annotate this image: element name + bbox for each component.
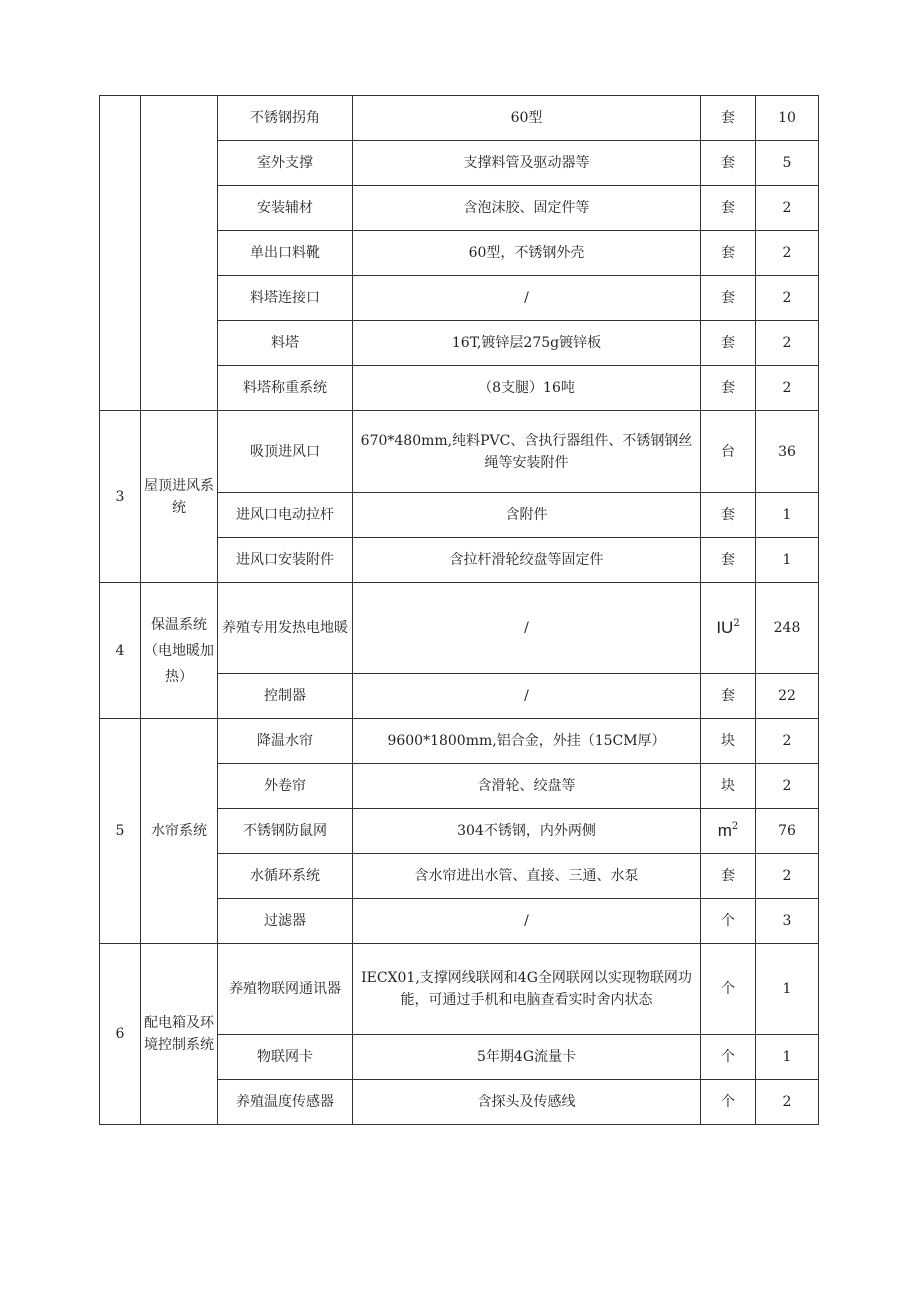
item-unit: 套 [701, 141, 756, 186]
item-unit: 套 [701, 276, 756, 321]
item-unit: 套 [701, 538, 756, 583]
item-qty: 2 [756, 231, 819, 276]
row-number-cell: 3 [100, 411, 141, 583]
row-number-cell: 4 [100, 583, 141, 719]
item-spec: （8支腿）16吨 [353, 366, 701, 411]
row-number-cell: 6 [100, 944, 141, 1125]
item-qty: 1 [756, 944, 819, 1035]
item-spec: IECX01,支撑网线联网和4G全网联网以实现物联网功能，可通过手机和电脑查看实时舍内状态 [353, 944, 701, 1035]
table-row [100, 96, 819, 141]
item-name: 料塔连接口 [218, 276, 353, 321]
item-spec: 含滑轮、绞盘等 [353, 764, 701, 809]
item-unit: $IU^2$ [701, 583, 756, 674]
equipment-table [99, 95, 819, 1125]
item-qty: 3 [756, 899, 819, 944]
item-spec: 含探头及传感线 [353, 1080, 701, 1125]
item-unit: 套 [701, 231, 756, 276]
item-name: 水循环系统 [218, 854, 353, 899]
item-unit: 套 [701, 493, 756, 538]
item-unit: 套 [701, 321, 756, 366]
item-unit: 个 [701, 1080, 756, 1125]
item-spec: 304不锈钢，内外两侧 [353, 809, 701, 854]
item-qty: 248 [756, 583, 819, 674]
item-qty: 2 [756, 854, 819, 899]
item-name: 物联网卡 [218, 1035, 353, 1080]
item-name: 不锈钢拐角 [218, 96, 353, 141]
item-qty: 2 [756, 276, 819, 321]
category-cell: 屋顶进风系统 [141, 411, 218, 583]
item-unit: 个 [701, 899, 756, 944]
item-name: 过滤器 [218, 899, 353, 944]
item-spec: 9600*1800mm,铝合金，外挂（15CM厚） [353, 719, 701, 764]
table-row [100, 944, 819, 1035]
category-cell [141, 96, 218, 411]
item-qty: 2 [756, 321, 819, 366]
item-unit: 个 [701, 944, 756, 1035]
item-name: 安装辅材 [218, 186, 353, 231]
item-unit: 台 [701, 411, 756, 493]
item-name: 吸顶进风口 [218, 411, 353, 493]
item-spec: / [353, 583, 701, 674]
item-qty: 76 [756, 809, 819, 854]
item-unit: 套 [701, 366, 756, 411]
item-name: 进风口电动拉杆 [218, 493, 353, 538]
table-row [100, 583, 819, 674]
item-spec: 支撑料管及驱动器等 [353, 141, 701, 186]
item-name: 料塔称重系统 [218, 366, 353, 411]
item-spec: 16T,镀锌层275g镀锌板 [353, 321, 701, 366]
item-qty: 1 [756, 1035, 819, 1080]
item-spec: 含拉杆滑轮绞盘等固定件 [353, 538, 701, 583]
item-qty: 36 [756, 411, 819, 493]
item-spec: 含泡沫胶、固定件等 [353, 186, 701, 231]
row-number-cell: 5 [100, 719, 141, 944]
item-unit: 套 [701, 674, 756, 719]
item-unit: 块 [701, 719, 756, 764]
item-spec: 5年期4G流量卡 [353, 1035, 701, 1080]
item-name: 控制器 [218, 674, 353, 719]
item-spec: / [353, 276, 701, 321]
item-unit: 块 [701, 764, 756, 809]
category-cell: 配电箱及环境控制系统 [141, 944, 218, 1125]
item-qty: 5 [756, 141, 819, 186]
item-name: 进风口安装附件 [218, 538, 353, 583]
item-name: 养殖物联网通讯器 [218, 944, 353, 1035]
item-name: 料塔 [218, 321, 353, 366]
table-row [100, 411, 819, 493]
item-name: 降温水帘 [218, 719, 353, 764]
item-qty: 2 [756, 764, 819, 809]
row-number-cell [100, 96, 141, 411]
item-name: 养殖专用发热电地暖 [218, 583, 353, 674]
item-spec: 含水帘进出水管、直接、三通、水泵 [353, 854, 701, 899]
item-qty: 2 [756, 719, 819, 764]
item-qty: 1 [756, 538, 819, 583]
item-qty: 10 [756, 96, 819, 141]
item-qty: 2 [756, 366, 819, 411]
category-cell: 水帘系统 [141, 719, 218, 944]
item-spec: / [353, 674, 701, 719]
item-name: 外卷帘 [218, 764, 353, 809]
item-qty: 1 [756, 493, 819, 538]
item-name: 室外支撑 [218, 141, 353, 186]
item-qty: 2 [756, 186, 819, 231]
item-spec: 670*480mm,纯料PVC、含执行器组件、不锈钢钢丝绳等安装附件 [353, 411, 701, 493]
category-cell: 保温系统（电地暖加热） [141, 583, 218, 719]
item-spec: 含附件 [353, 493, 701, 538]
item-name: 单出口料靴 [218, 231, 353, 276]
table-row [100, 719, 819, 764]
item-name: 不锈钢防鼠网 [218, 809, 353, 854]
item-qty: 2 [756, 1080, 819, 1125]
item-unit: $m^2$ [701, 809, 756, 854]
item-name: 养殖温度传感器 [218, 1080, 353, 1125]
item-unit: 个 [701, 1035, 756, 1080]
item-unit: 套 [701, 186, 756, 231]
item-unit: 套 [701, 854, 756, 899]
item-spec: 60型，不锈钢外壳 [353, 231, 701, 276]
item-qty: 22 [756, 674, 819, 719]
item-unit: 套 [701, 96, 756, 141]
item-spec: / [353, 899, 701, 944]
item-spec: 60型 [353, 96, 701, 141]
